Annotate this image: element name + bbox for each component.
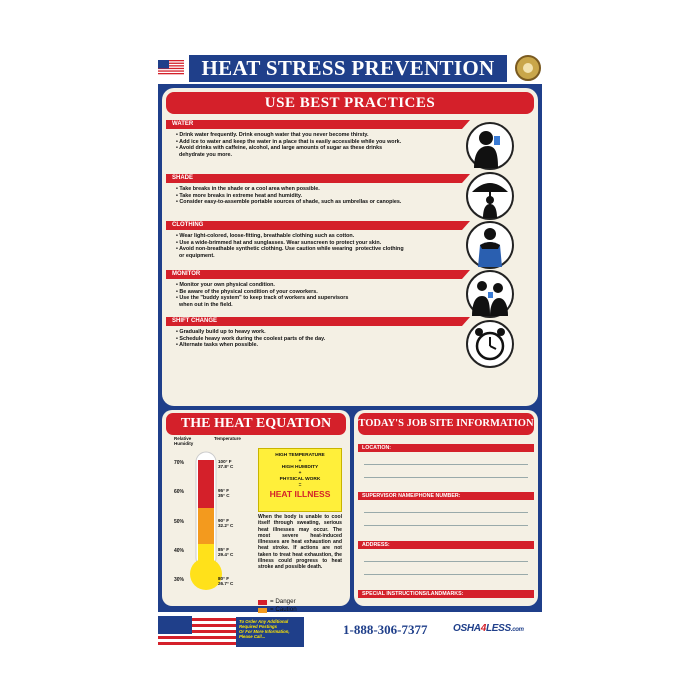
field-label: SPECIAL INSTRUCTIONS/LANDMARKS: [358, 590, 534, 598]
bullet-item: • Add ice to water and keep the water in a place that is easily accessible while you work. [176, 138, 402, 145]
heat-equation-box [258, 448, 342, 512]
promo-line: Please Call... [239, 634, 266, 639]
drinking-water-icon [466, 122, 514, 170]
heat-illness-description: When the body is unable to cool itself through sweating, serious heat illnesses may occur. The most severe heat-induced illnesses are heat exhaustion and heat stroke. If actions are not taken to treat heat exhaustion, the illness could progress to heat stroke and possible death. [258, 514, 342, 571]
poster-footer [155, 614, 545, 650]
field-label: SUPERVISOR NAME/PHONE NUMBER: [358, 492, 534, 500]
bullet-list [176, 132, 462, 158]
field-label: LOCATION: [358, 444, 534, 452]
equation-line: = [298, 483, 302, 488]
humidity-tick: 30% [174, 577, 185, 583]
clothing-worker-icon [466, 221, 514, 269]
bullet-item: • Schedule heavy work during the coolest parts of the day. [176, 335, 326, 342]
section-label: CLOTHING [166, 221, 462, 230]
humidity-tick: 40% [174, 548, 185, 554]
legend-label: = Caution [270, 606, 297, 613]
humidity-tick: 60% [174, 489, 185, 495]
section-label: MONITOR [166, 270, 462, 279]
bullet-item: • Take more breaks in extreme heat and humidity. [176, 192, 303, 199]
logo-text: 4 [480, 623, 486, 634]
poster-frame [158, 84, 542, 612]
section-shade [166, 174, 462, 206]
section-label: SHADE [166, 174, 462, 183]
temperature-tick: 90° F 32.2° C [218, 518, 234, 529]
bullet-item: • Use the "buddy system" to keep track of workers and supervisors when out in the field. [176, 295, 349, 308]
heat-equation-heading: THE HEAT EQUATION [166, 413, 346, 435]
bullet-item: • Alternate tasks when possible. [176, 342, 258, 349]
write-line [364, 574, 528, 575]
heat-equation-panel [162, 410, 350, 613]
monitor-coworker-icon [466, 270, 514, 318]
section-label: SHIFT CHANGE [166, 317, 462, 326]
bullet-list [176, 186, 462, 206]
logo-text: .com [510, 627, 524, 633]
legend-swatch [258, 600, 267, 605]
heat-illness-result: HEAT ILLNESS [269, 489, 331, 499]
legend-swatch [258, 608, 267, 613]
best-practices-panel [162, 88, 538, 406]
bullet-item: • Drink water frequently. Drink enough water that you never become thirsty. [176, 132, 369, 138]
bullet-item: • Be aware of the physical condition of your coworkers. [176, 288, 318, 295]
write-line [364, 561, 528, 562]
alarm-clock-icon [466, 320, 514, 368]
bullet-list [176, 329, 462, 349]
bullet-list [176, 282, 462, 308]
bullet-item: • Consider easy-to-assemble portable sources of shade, such as umbrellas or canopies. [176, 199, 402, 206]
bullet-item: • Take breaks in the shade or a cool area when possible. [176, 186, 320, 192]
humidity-tick: 50% [174, 519, 185, 525]
equation-line: + [298, 471, 302, 476]
write-line [364, 464, 528, 465]
order-promo [236, 617, 304, 647]
us-flag-banner-icon [158, 616, 236, 648]
bullet-item: • Use a wide-brimmed hat and sunglasses. Wear sunscreen to protect your skin. [176, 239, 382, 246]
section-water [166, 120, 462, 158]
bullet-item: • Gradually build up to heavy work. [176, 329, 266, 335]
section-label: WATER [166, 120, 462, 129]
bullet-item: • Avoid drinks with caffeine, alcohol, and large amounts of sugar as these drinks dehydrate you more. [176, 145, 383, 158]
bullet-item: • Avoid non-breathable synthetic clothing. Use caution while wearing protective clothing or equipment. [176, 246, 404, 259]
humidity-axis-label: Relative Humidity [174, 436, 194, 446]
write-line [364, 525, 528, 526]
equation-line: + [298, 459, 302, 464]
bullet-list [176, 233, 462, 259]
write-line [364, 477, 528, 478]
location-field[interactable] [358, 444, 534, 478]
legend-item-caution [258, 606, 320, 614]
job-site-heading: TODAY'S JOB SITE INFORMATION [358, 413, 534, 435]
temperature-tick: 80° F 26.7° C [218, 576, 234, 587]
address-field[interactable] [358, 541, 534, 575]
dol-seal-icon [515, 55, 541, 81]
equation-line: HIGH TEMPERATURE [275, 453, 325, 458]
temperature-tick: 95° F 35° C [218, 488, 230, 499]
job-site-panel [354, 410, 538, 606]
osha4less-logo [453, 623, 524, 634]
section-clothing [166, 221, 462, 259]
legend-label: = Danger [270, 598, 296, 605]
legend-item-danger [258, 598, 320, 606]
special-instructions-field[interactable] [358, 590, 534, 598]
temperature-axis-label: Temperature [214, 436, 241, 441]
temperature-tick: 85° F 29.4° C [218, 547, 234, 558]
logo-text: OSHA [453, 623, 481, 634]
logo-text: LESS [485, 623, 511, 634]
poster-header [155, 52, 545, 84]
phone-number: 1-888-306-7377 [343, 622, 428, 637]
umbrella-shade-icon [466, 172, 514, 220]
humidity-tick: 70% [174, 460, 185, 466]
section-monitor [166, 270, 462, 308]
promo-line: Required Postings [239, 624, 277, 629]
section-shift-change [166, 317, 462, 349]
equation-line: PHYSICAL WORK [279, 477, 321, 482]
page-title: HEAT STRESS PREVENTION [189, 55, 507, 82]
write-line [364, 512, 528, 513]
bullet-item: • Monitor your own physical condition. [176, 282, 275, 288]
temperature-tick: 100° F 37.8° C [218, 459, 234, 470]
promo-line: To Order Any Additional [239, 619, 289, 624]
us-flag-icon [158, 60, 184, 76]
supervisor-field[interactable] [358, 492, 534, 526]
heat-stress-poster [155, 52, 545, 650]
equation-line: HIGH HUMIDITY [281, 465, 319, 470]
bullet-item: • Wear light-colored, loose-fitting, breathable clothing such as cotton. [176, 233, 355, 239]
best-practices-heading: USE BEST PRACTICES [166, 92, 534, 114]
field-label: ADDRESS: [358, 541, 534, 549]
promo-line: Or For More Information, [239, 629, 290, 634]
